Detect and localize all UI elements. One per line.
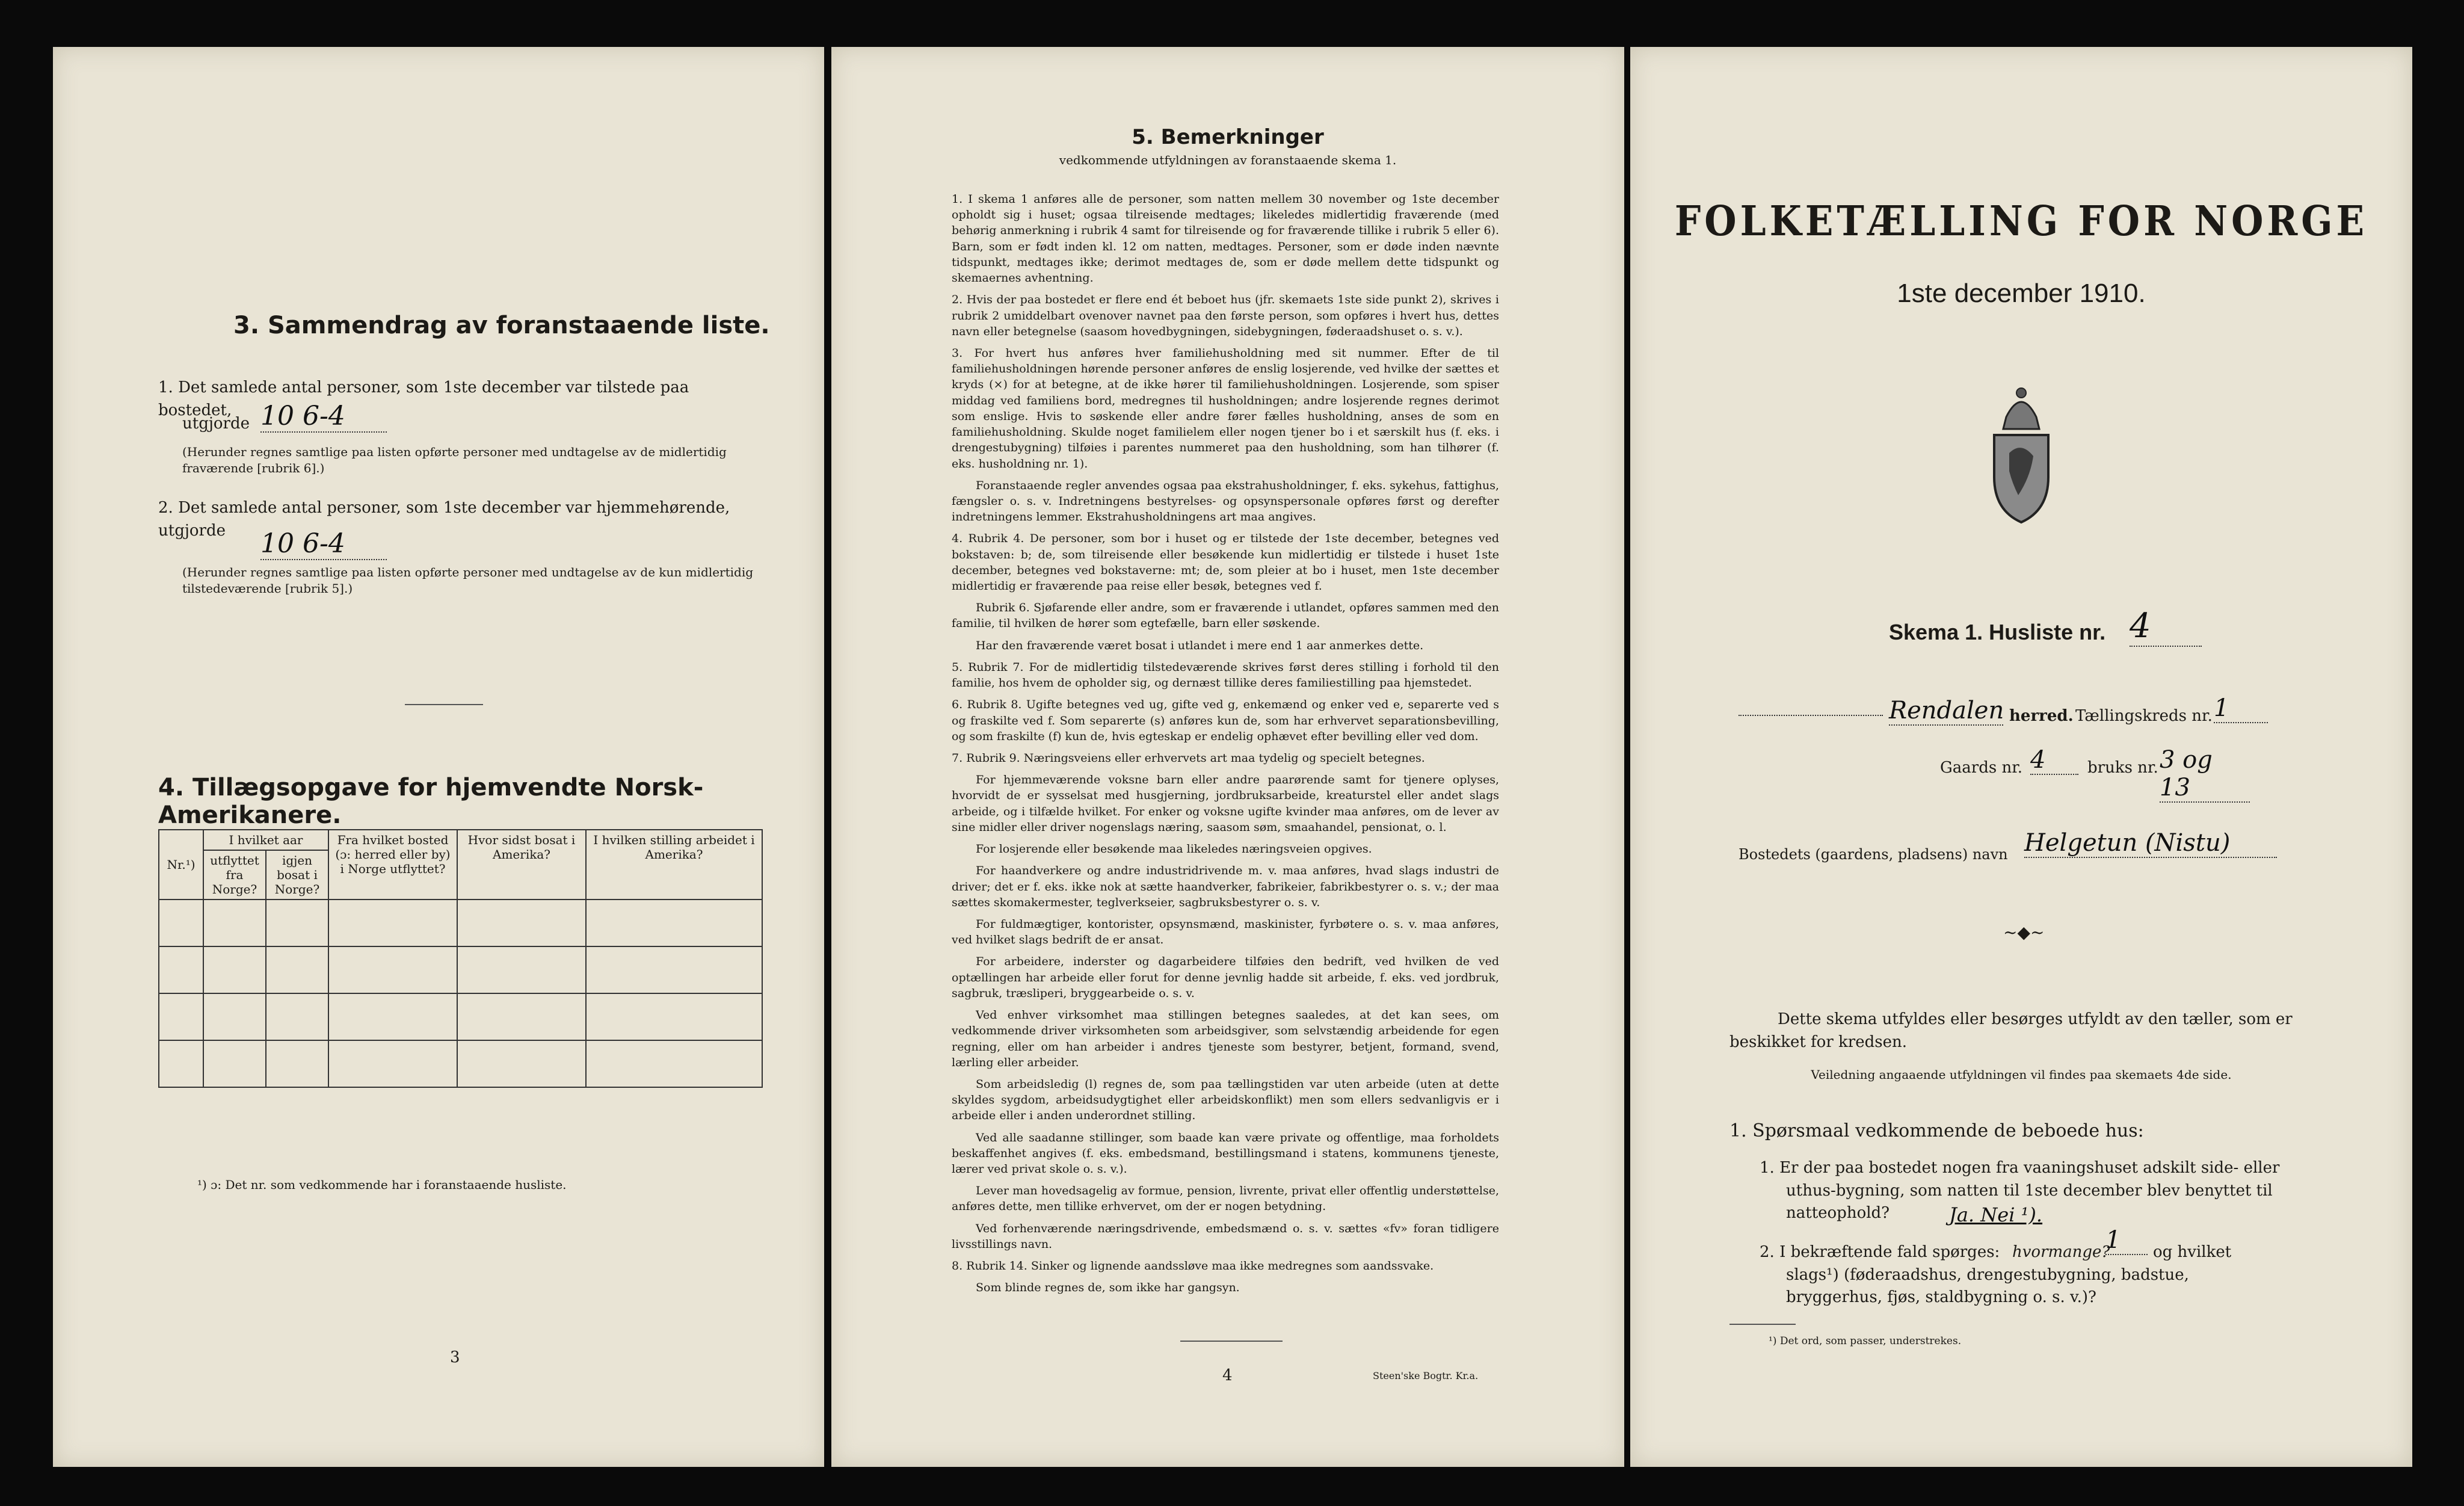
remark-item: Som blinde regnes de, som ikke har gangsyn. — [976, 1281, 1240, 1295]
census-date: 1ste december 1910. — [1897, 279, 2146, 308]
remark-item: Har den fraværende været bosat i utlandet i mere end 1 aar anmerkes dette. — [976, 638, 1424, 652]
right-page — [1630, 47, 2412, 1467]
table-row — [159, 993, 762, 1040]
remark-item: 2. Hvis der paa bostedet er flere end ét beboet hus (jfr. skemaets 1ste side punkt 2), skrives i rubrik 2 umiddelbart ovenover navnet paa den første person, som opføres i hvert hus, dettes navn eller betegnelse (saasom hovedbygningen, sidebygningen, føderaadshuset o. s. v.). — [952, 293, 1499, 338]
remark-item: 6. Rubrik 8. Ugifte betegnes ved ug, gifte ved g, enkemænd og enker ved e, separerte ved s og fraskilte ved f. Som separerte (s) anføres kun de, som har erhvervet separationsbevilling, og som fraskilte (f) kun de, hvis egteskap er endelig ophævet efter bevilling eller ved dom. — [952, 698, 1499, 743]
q2-rest: og hvilket slags¹) (føderaadshus, drengestubygning, badstue, bryggerhus, fjøs, staldbygning o. s. v.)? — [1786, 1243, 2232, 1307]
item2-note: (Herunder regnes samtlige paa listen opførte personer med undtagelse av de kun midlertidig tilstedeværende [rubrik 5].) — [182, 565, 754, 596]
remark-item: Lever man hovedsagelig av formue, pension, livrente, privat eller offentlig understøttelse, anføres dette, men tillike erhvervet, om der er nogen betydning. — [952, 1184, 1499, 1214]
herred-label: herred. — [2009, 707, 2074, 725]
divider — [1180, 1341, 1283, 1342]
bruks-label: bruks nr. — [2087, 759, 2158, 777]
gaards-label: Gaards nr. — [1940, 759, 2023, 777]
col-nr: Nr.¹) — [159, 830, 203, 900]
section3-title: 3. Sammendrag av foranstaaende liste. — [233, 312, 770, 339]
page-number: 3 — [450, 1348, 460, 1366]
item1-note: (Herunder regnes samtlige paa listen opførte personer med undtagelse av de midlertidig fraværende [rubrik 6].) — [182, 445, 727, 475]
coat-of-arms-icon — [1982, 381, 2060, 525]
table-row — [159, 1040, 762, 1087]
remarks-subtitle: vedkommende utfyldningen av foranstaaende skema 1. — [1059, 153, 1397, 167]
remark-item: 3. For hvert hus anføres hver familiehusholdning med sit nummer. Efter de til familiehusholdningen hørende personer anføres de enslig losjerende, ved hvilke der sættes et kryds (×) for at betegne, at de ikke hører til familiehusholdningen. Losjerende, som spiser middag ved familiens bord, medregnes til husholdningen; andre losjerende regnes derimot som enslige. Hvis to søskende eller andre fører fælles husholdning, anses de som en familiehusholdning. Skulde noget familielem eller nogen tjener bo i et særskilt hus (f. eks. i drengestubygning) tilføies i parentes nummeret paa den husholdning, som han tilhører (f. eks. husholdning nr. 1). — [952, 346, 1499, 471]
item2-text: 2. Det samlede antal personer, som 1ste december var hjemmehørende, utgjorde — [158, 499, 730, 540]
remarks-list — [952, 191, 1499, 1383]
col-occupation: I hvilken stilling arbeidet i Amerika? — [586, 830, 762, 900]
kreds-label: Tællingskreds nr. — [2075, 707, 2213, 725]
q2-start: 2. I bekræftende fald spørges: — [1760, 1243, 2000, 1261]
census-title: FOLKETÆLLING FOR NORGE — [1674, 197, 2368, 245]
col-emigrated: utflyttet fra Norge? — [203, 850, 266, 900]
gaards-value: 4 — [2030, 746, 2078, 775]
remark-item: 4. Rubrik 4. De personer, som bor i huset og er tilstede der 1ste december, betegnes ved bokstaven: b; de, som tilreisende eller besøkende kun midlertidig er tilstede i huset 1ste december, betegnes ved bokstaverne: mt; de, som pleier at bo i huset, men 1ste december midlertidig er fraværende paa reise eller besøk, betegnes ved f. — [952, 532, 1499, 593]
instructions: Dette skema utfyldes eller besørges utfyldt av den tæller, som er beskikket for kredsen. — [1729, 1010, 2293, 1051]
remark-item: For arbeidere, inderster og dagarbeidere tilføies den bedrift, ved hvilken de ved optællingen har arbeide eller forut for denne jevnlig hadde sit arbeide, f. eks. ved jordbruk, sagbruk, træsliperi, bryggearbeide o. s. v. — [952, 955, 1499, 1000]
norsk-amerikanere-table — [158, 829, 763, 1088]
col-from-where: Fra hvilket bosted (ɔ: herred eller by) i Norge utflyttet? — [328, 830, 457, 900]
section4-title: 4. Tillægsopgave for hjemvendte Norsk-Amerikanere. — [158, 774, 704, 829]
remark-item: Foranstaaende regler anvendes ogsaa paa ekstrahusholdninger, f. eks. sykehus, fattighus, fængsler o. s. v. Indretningens bestyrelses- og opsynspersonale opføres først og derefter indretningens lemmer. Ekstrahusholdningens art maa angives. — [952, 478, 1499, 524]
item1-text: 1. Det samlede antal personer, som 1ste december var tilstede paa bostedet, — [158, 378, 689, 419]
item2-value: 10 6-4 — [260, 528, 387, 560]
bosted-value: Helgetun (Nistu) — [2024, 829, 2277, 858]
remark-item: 7. Rubrik 9. Næringsveiens eller erhvervets art maa tydelig og specielt betegnes. — [952, 751, 1425, 765]
q2-hvormange: hvormange? — [2012, 1243, 2110, 1261]
remarks-title: 5. Bemerkninger — [1132, 125, 1324, 149]
remark-item: Ved forhenværende næringsdrivende, embedsmænd o. s. v. sættes «fv» foran tidligere livsstillings navn. — [952, 1221, 1499, 1251]
remark-item: Som arbeidsledig (l) regnes de, som paa tællingstiden var uten arbeide (uten at dette skyldes sygdom, arbeidsudygtighet eller arbeidskonflikt) men som ellers sedvanligvis er i arbeide eller i anden underordnet stilling. — [952, 1077, 1499, 1123]
table-footnote: ¹) ɔ: Det nr. som vedkommende har i foranstaaende husliste. — [197, 1177, 567, 1192]
question-heading: 1. Spørsmaal vedkommende de beboede hus: — [1729, 1120, 2144, 1141]
q2-value: 1 — [2105, 1226, 2148, 1255]
remark-item: 5. Rubrik 7. For de midlertidig tilstedeværende skrives først deres stilling i forhold til den familie, hos hvem de opholder sig, og dernæst tillike deres familiestilling paa hjemstedet. — [952, 660, 1499, 690]
schema-value: 4 — [2130, 606, 2202, 647]
remark-item: Ved alle saadanne stillinger, som baade kan være private og offentlige, maa forholdets beskaffenhet angives (f. eks. embedsmand, bestillingsmand i statens, kommunens tjeneste, lærer ved privat skole o. s. v.). — [952, 1131, 1499, 1176]
remark-item: Rubrik 6. Sjøfarende eller andre, som er fraværende i utlandet, opføres sammen med den familie, til hvilken de hører som egtefælle, barn eller søskende. — [952, 601, 1499, 631]
remark-item: Ved enhver virksomhet maa stillingen betegnes saaledes, at det kan sees, om vedkommende driver virksomheten som arbeidsgiver, som selvstændig arbeidende for egen regning, eller om han arbeider i andres tjeneste som bestyrer, betjent, formand, svend, lærling eller arbeider. — [952, 1008, 1499, 1069]
col-last-residence: Hvor sidst bosat i Amerika? — [457, 830, 586, 900]
herred-value: Rendalen — [1889, 697, 2004, 724]
q1-answer: Ja. Nei ¹). — [1949, 1203, 2043, 1226]
ornament-icon: ~◆~ — [2003, 922, 2045, 942]
remark-item: For hjemmeværende voksne barn eller andre paarørende samt for tjenere oplyses, hvorvidt de er sysselsat med husgjerning, jordbruksarbeide, kreaturstel eller andet slags arbeide, og i tilfælde hvilket. For enker og voksne ugifte kvinder maa anføres, om de lever av sine midler eller driver nogenslags næring, saasom søm, smaahandel, pensionat, o. l. — [952, 773, 1499, 834]
remark-item: For losjerende eller besøkende maa likeledes næringsveien opgives. — [976, 842, 1372, 856]
remark-item: For haandverkere og andre industridrivende m. v. maa anføres, hvad slags industri de driver; det er f. eks. ikke nok at sætte haandverker, fabrikeier, fabrikbestyrer o. s. v.; der maa sættes skomakermester, teglverkseier, sagbruksbestyrer o. s. v. — [952, 864, 1499, 909]
bosted-label: Bostedets (gaardens, pladsens) navn — [1739, 846, 2008, 863]
middle-page — [831, 47, 1624, 1467]
remark-item: For fuldmægtiger, kontorister, opsynsmænd, maskinister, fyrbøtere o. s. v. maa anføres, ved hvilket slags bedrift de er ansat. — [952, 917, 1499, 947]
item1-prefix: utgjorde — [182, 415, 250, 433]
divider — [405, 704, 483, 705]
remark-item: 1. I skema 1 anføres alle de personer, som natten mellem 30 november og 1ste december opholdt sig i huset; ogsaa tilreisende medtages; likeledes midlertidig fraværende (med behørig anmerkning i rubrik 4 samt for tilreisende og for fraværende tillike i rubrik 5 eller 6). Barn, som er født inden kl. 12 om natten, medtages. Personer, som er døde inden nævnte tidspunkt, medtages ikke; derimot medtages de, som er døde mellem dette tidspunkt og skemaernes avhentning. — [952, 193, 1499, 285]
kreds-value: 1 — [2214, 694, 2268, 723]
col-returned: igjen bosat i Norge? — [266, 850, 328, 900]
footnote: ¹) Det ord, som passer, understrekes. — [1769, 1335, 1962, 1347]
left-page — [53, 47, 824, 1467]
item1-value: 10 6-4 — [260, 401, 387, 433]
dotted-line — [1739, 715, 1883, 716]
remark-item: 8. Rubrik 14. Sinker og lignende aandssløve maa ikke medregnes som aandssvake. — [952, 1259, 1434, 1273]
divider — [1729, 1324, 1796, 1325]
col-group-year: I hvilket aar — [203, 830, 328, 850]
table-row — [159, 946, 762, 993]
bruks-value: 3 og 13 — [2160, 746, 2250, 803]
page-number: 4 — [1222, 1366, 1233, 1384]
schema-label: Skema 1. Husliste nr. — [1889, 620, 2106, 644]
table-row — [159, 900, 762, 946]
guidance: Veiledning angaaende utfyldningen vil findes paa skemaets 4de side. — [1811, 1067, 2232, 1082]
question-1: 1. Er der paa bostedet nogen fra vaaningshuset adskilt side- eller uthus-bygning, som natten til 1ste december blev benyttet til natteophold? — [1760, 1159, 2280, 1223]
printer-imprint: Steen'ske Bogtr. Kr.a. — [1373, 1370, 1479, 1381]
